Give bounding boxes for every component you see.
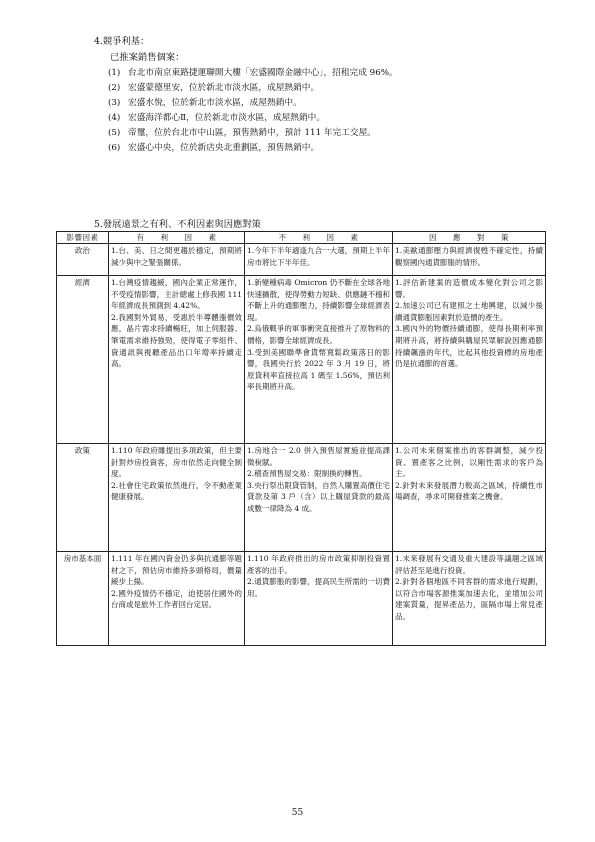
response-item: 2.針對未來發展潛力較高之區域，持續性市場調查，尋求可開發推案之機會。 (395, 480, 543, 502)
list-item (108, 141, 398, 156)
list-item-text: 台北市南京東路捷運聯開大樓「宏盛國際金融中心」，招租完成 96%。 (128, 68, 398, 78)
favorable-item: 1.111 年在國內資金仍多與抗通膨等題材之下，預估房市維持多頭格局，價量緩步上揚。 (111, 554, 242, 587)
cell-response (393, 244, 546, 276)
cell-unfavorable (245, 444, 393, 552)
cell-favorable (109, 244, 245, 276)
table-row (57, 276, 546, 444)
list-item-number: (5) (108, 128, 121, 138)
row-category: 經濟 (57, 276, 109, 444)
row-category: 政策 (57, 444, 109, 552)
unfavorable-item: 1.新變種病毒 Omicron 仍不斷在全球各地快速擴散，使得勞動力短缺、供應鏈不穩和不斷上升的通膨壓力，持續影響全球經濟表現。 (247, 278, 390, 322)
section4-title: 4.競爭利基： (94, 36, 150, 47)
unfavorable-item: 2.通貨膨脹的影響，提高民生所需的一切費用。 (247, 577, 390, 598)
unfavorable-item: 3.央行祭出限貸管制，自然人購置高價住宅貸款及第 3 戶（含）以上購屋貸款的最高成數一律降為 4 成。 (247, 480, 390, 513)
unfavorable-item: 1.110 年政府推出的房市政策抑制投資置產客的出手。 (247, 554, 390, 575)
response-item: 1.評估新建案的造價成本變化對公司之影響。 (395, 278, 543, 299)
list-item-text: 宏盛海洋都心Ⅱ，位於新北市淡水區，成屋熱銷中。 (128, 113, 326, 123)
list-item-text: 宏盛心中央，位於新店央北重劃區，預售熱銷中。 (128, 143, 320, 153)
list-item (108, 81, 398, 96)
list-item-number: (3) (108, 98, 121, 108)
list-item-number: (1) (108, 68, 121, 78)
response-item: 3.國內外的物價持續通膨，使得長期利率預期將升高，將持續與購屋民眾解說因應通膨持續飆漲的年代，比起其他投資標的房地產仍是抗通膨的首選。 (395, 324, 543, 369)
cell-response (393, 444, 546, 552)
header-unfavorable: 不 利 因 素 (245, 232, 393, 244)
favorable-item: 2.國外疫情仍不穩定，迫使居住國外的台商或是旅外工作者回台定居。 (111, 588, 242, 610)
factors-table (56, 231, 546, 646)
table-row (57, 552, 546, 646)
unfavorable-item: 2.烏俄戰爭的軍事衝突直接推升了原物料的價格，影響全球經濟成長。 (247, 324, 390, 345)
page-number: 55 (291, 808, 304, 818)
cell-response (393, 276, 546, 444)
response-item: 1.未來發展有交通及重大建設等議題之區域評估甚至是進行投資。 (395, 554, 543, 575)
list-item-number: (4) (108, 113, 121, 123)
response-item: 2.加速公司已有建照之土地興建，以減少後續通貨膨脹因素對於造價的產生。 (395, 301, 543, 322)
header-favorable: 有 利 因 素 (109, 232, 245, 244)
cell-unfavorable (245, 552, 393, 646)
project-list (108, 66, 398, 156)
cell-response (393, 552, 546, 646)
section5-title: 5.發展遠景之有利、不利因素與因應對策 (94, 219, 261, 230)
cell-favorable (109, 276, 245, 444)
response-item: 1.美歐通膨壓力與經濟復甦不確定性，持續觀察國內通貨膨脹的情形。 (395, 246, 543, 267)
favorable-item: 2.社會住宅政策依然進行，令不動產業健康發展。 (111, 480, 242, 502)
list-item-text: 宏盛水悅，位於新北市淡水區，成屋熱銷中。 (128, 98, 302, 108)
unfavorable-item: 1.房地合一 2.0 併入預售屋實施並提高課徵稅賦。 (247, 446, 390, 467)
cell-unfavorable (245, 244, 393, 276)
section4-subtitle: 已推案銷售個案： (110, 52, 185, 63)
unfavorable-item: 3.受到美國聯準會貨幣寬鬆政策落日的影響，我國央行於 2022 年 3 月 19 日，將原貸利率直接拉高 1 碼至 1.56%，預估利率長期將升高。 (247, 347, 390, 392)
list-item (108, 111, 398, 126)
cell-favorable (109, 444, 245, 552)
list-item-text: 宏盛蒙德里安，位於新北市淡水區，成屋熱銷中。 (128, 83, 320, 93)
header-factor: 影響因素 (57, 232, 109, 244)
list-item-number: (6) (108, 143, 121, 153)
row-category: 政治 (57, 244, 109, 276)
unfavorable-item: 1.今年下半年適逢九合一大選，預期上半年房市將比下半年佳。 (247, 246, 390, 267)
header-response: 因 應 對 策 (393, 232, 546, 244)
list-item (108, 66, 398, 81)
table-header-row (57, 232, 546, 244)
cell-unfavorable (245, 276, 393, 444)
table-row (57, 244, 546, 276)
row-category: 房市基本面 (57, 552, 109, 646)
favorable-item: 1.110 年政府雖提出多項政策，但主要針對炒房投資客，房市依然走向健全制度。 (111, 446, 242, 479)
favorable-item: 1.台灣疫情趨緩，國內企業正常運作，不受疫情影響，主計總處上修我國 111 年經濟成長預測到 4.42%。 (111, 278, 242, 311)
list-item-text: 帝璽，位於台北市中山區，預售熱銷中，預計 111 年完工交屋。 (128, 128, 376, 138)
response-item: 1.公司未來個案推出的客群調整，減少投資、置產客之比例，以剛性需求的客戶為主。 (395, 446, 543, 479)
unfavorable-item: 2.稽查預售屋交易：限制換約轉售。 (247, 469, 367, 479)
response-item: 2.針對各個地區不同客群的需求進行規劃，以符合市場客源推案加速去化，並增加公司建案質量，提昇產品力，區隔市場上常見產品。 (395, 577, 543, 621)
cell-favorable (109, 552, 245, 646)
favorable-item: 2.我國對外貿易，受惠於半導體漲價效應，晶片需求持續暢旺，加上伺服器、筆電需求維持強勁，使得電子零組件、資通訊與視聽產品出口年增率持續走高。 (111, 312, 242, 369)
list-item-number: (2) (108, 83, 121, 93)
favorable-item: 1.台、美、日之間更趨於穩定，預期將減少與中之緊張關係。 (111, 246, 242, 267)
table-row (57, 444, 546, 552)
list-item (108, 96, 398, 111)
list-item (108, 126, 398, 141)
